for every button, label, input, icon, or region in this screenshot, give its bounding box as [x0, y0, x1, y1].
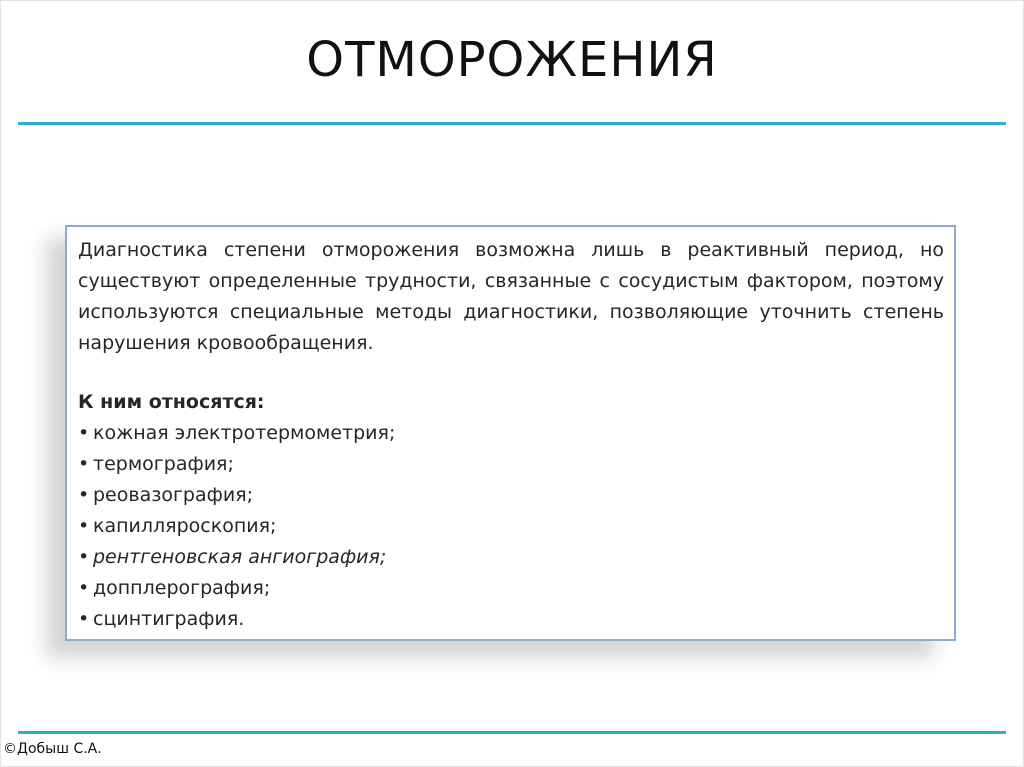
list-item-text: допплерография;: [93, 577, 271, 599]
list-item-text: капилляроскопия;: [93, 515, 277, 537]
title-divider: [18, 122, 1006, 125]
list-item-text: реовазография;: [93, 484, 254, 506]
list-item-text: кожная электротермометрия;: [93, 422, 396, 444]
bullet-icon: •: [78, 484, 90, 506]
list-item: [78, 604, 944, 635]
list-item-text: термография;: [93, 453, 234, 475]
list-item: [78, 542, 944, 573]
bullet-icon: •: [78, 453, 90, 475]
bullet-icon: •: [78, 608, 90, 630]
list-item-text: сцинтиграфия.: [93, 608, 245, 630]
list-item: [78, 511, 944, 542]
list-heading: К ним относятся:: [78, 391, 265, 413]
bullet-icon: •: [78, 515, 90, 537]
method-list: [78, 418, 944, 635]
list-item: [78, 480, 944, 511]
slide-title: ОТМОРОЖЕНИЯ: [306, 32, 718, 88]
list-item: [78, 449, 944, 480]
bullet-icon: •: [78, 422, 90, 444]
bullet-icon: •: [78, 577, 90, 599]
list-item: [78, 573, 944, 604]
footer-divider: [18, 731, 1006, 734]
intro-paragraph: Диагностика степени отморожения возможна лишь в реактивный период, но существуют определенные трудности, связанные с сосудистым фактором, поэтому используются специальные методы диагностики, позволяющие уточнить степень нарушения кровообращения.: [78, 239, 944, 354]
list-item-text: рентгеновская ангиография;: [93, 546, 387, 568]
bullet-icon: •: [78, 546, 90, 568]
content-box: [65, 225, 956, 641]
list-item: [78, 418, 944, 449]
copyright-text: ©Добыш С.А.: [3, 741, 102, 757]
